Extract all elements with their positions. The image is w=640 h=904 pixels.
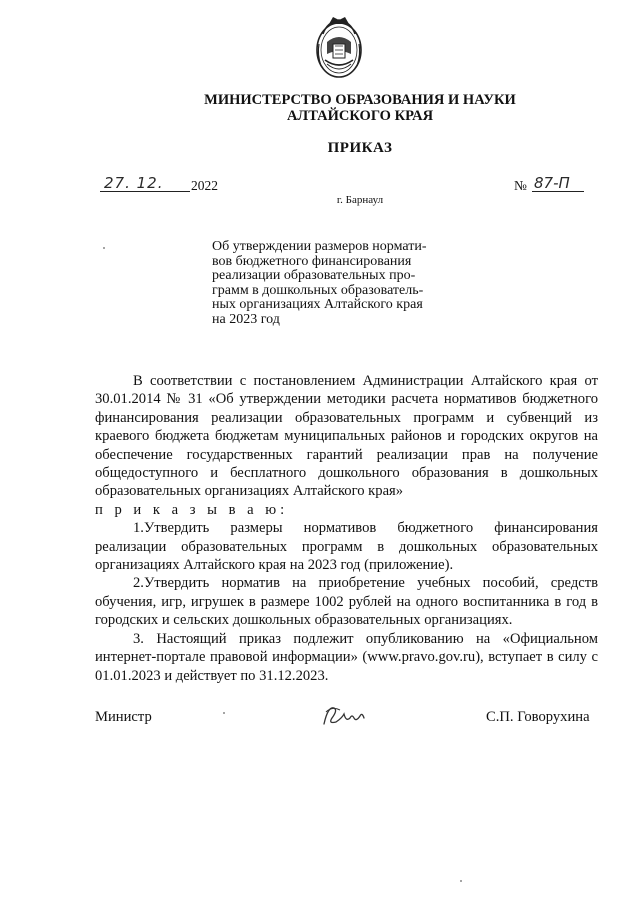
- city: г. Барнаул: [336, 194, 384, 206]
- handwritten-signature: [320, 700, 370, 730]
- subject-line: ных организациях Алтайского края: [212, 297, 423, 313]
- preamble-paragraph: В соответствии с постановлением Администрации Алтайского края от 30.01.2014 № 31 «Об утверждении методики расчета нормативов бюджетного финансирования реализации образовательных программ и субвенций из краевого бюджета бюджетам муниципальных районов и городских округов на обеспечение государственных гарантий реализации прав на получение общедоступного и бесплатного дошкольного образования в дошкольных образовательных организациях Алтайского края»: [95, 373, 598, 500]
- subject-line: на 2023 год: [212, 311, 280, 327]
- ministry-name-line1: МИНИСТЕРСТВО ОБРАЗОВАНИЯ И НАУКИ: [204, 92, 516, 108]
- subject-line: вов бюджетного финансирования: [212, 253, 412, 269]
- date-year: 2022: [191, 178, 218, 193]
- coat-of-arms-emblem: [313, 14, 365, 80]
- scan-speck: [103, 247, 105, 249]
- order-body: [95, 372, 598, 685]
- subject-line: грамм в дошкольных образователь-: [212, 282, 424, 298]
- order-number: [512, 174, 592, 196]
- scan-speck: [223, 712, 225, 714]
- number-sign: №: [514, 178, 527, 193]
- order-word: п р и к а з ы в а ю:: [95, 501, 289, 518]
- order-subject: [212, 240, 456, 328]
- scan-speck: [460, 880, 462, 882]
- date-underline: [100, 191, 190, 192]
- subject-line: реализации образовательных про-: [212, 268, 416, 284]
- handwritten-date: 27. 12.: [104, 174, 164, 192]
- handwritten-number: 87-П: [534, 174, 570, 192]
- ministry-name-line2: АЛТАЙСКОГО КРАЯ: [286, 108, 434, 124]
- document-title: ПРИКАЗ: [327, 140, 393, 156]
- signatory-name: С.П. Говорухина: [486, 709, 590, 725]
- item-3-paragraph: 3. Настоящий приказ подлежит опубликованию на «Официальном интернет-портале правовой информации» (www.pravo.gov.ru), вступает в силу с 01.01.2023 и действует по 31.12.2023.: [95, 630, 598, 684]
- order-date: [100, 174, 220, 196]
- signatory-position: Министр: [95, 709, 152, 725]
- subject-line: Об утверждении размеров нормати-: [212, 239, 427, 254]
- number-underline: [532, 191, 584, 192]
- item-2-paragraph: 2.Утвердить норматив на приобретение учебных пособий, средств обучения, игр, игрушек в размере 1002 рублей на одного воспитанника в год в городских и сельских дошкольных образовательных организациях.: [95, 575, 598, 629]
- item-1-paragraph: 1.Утвердить размеры нормативов бюджетного финансирования реализации образовательных программ в дошкольных образовательных организациях Алтайского края на 2023 год (приложение).: [95, 520, 598, 574]
